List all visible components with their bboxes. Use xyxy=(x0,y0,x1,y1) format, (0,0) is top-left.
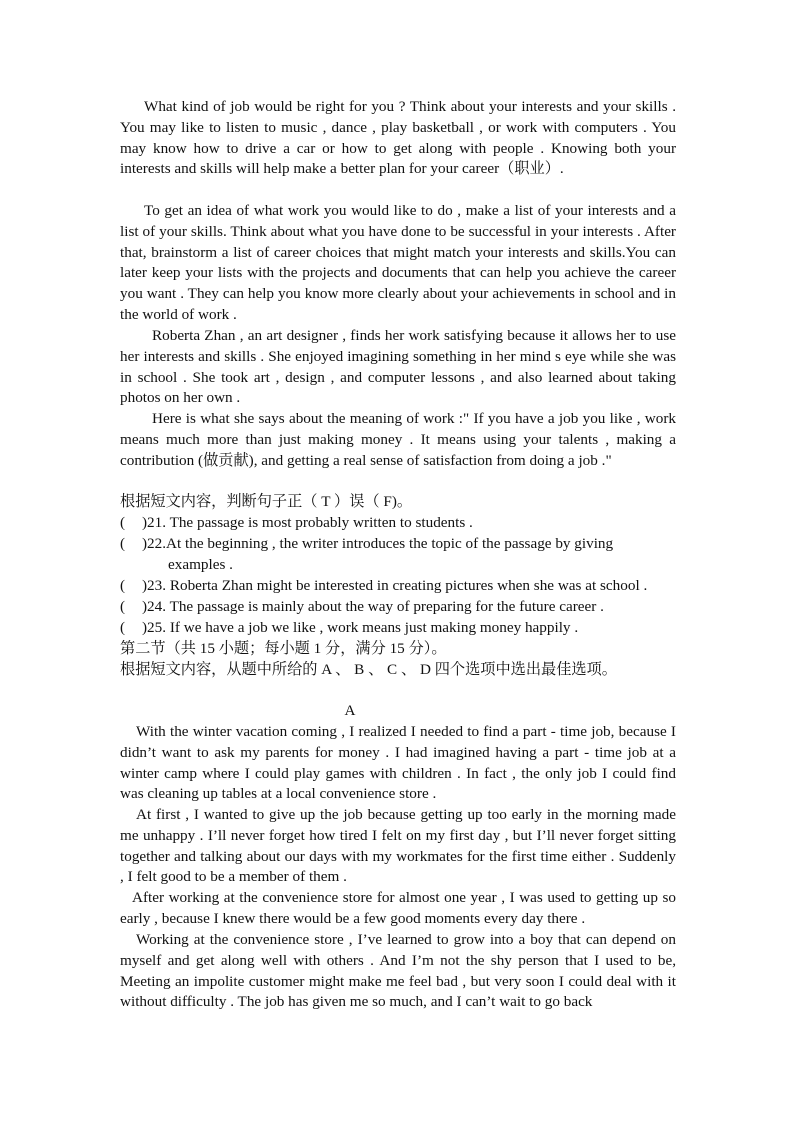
question-24 xyxy=(120,597,676,618)
passage-a-label: A xyxy=(344,702,356,719)
question-text: )22.At the beginning , the writer introduces the topic of the passage by giving xyxy=(142,535,614,552)
question-text: )21. The passage is most probably written to students . xyxy=(142,514,473,531)
question-text: )23. Roberta Zhan might be interested in creating pictures when she was at school . xyxy=(142,577,648,594)
answer-blank: ( xyxy=(120,514,126,531)
section-2-title: 第二节（共 15 小题；每小题 1 分，满分 15 分）。 xyxy=(120,640,447,657)
passage1-paragraph-1: What kind of job would be right for you ? Think about your interests and your skills . You may like to listen to music , dance , play basketball , or work with computers . You may know how to drive a car or how to get along with people . Knowing both your interests and skills will help make a better plan for your career（职业）. xyxy=(120,98,676,178)
question-25 xyxy=(120,618,676,639)
question-text: )25. If we have a job we like , work means just making money happily . xyxy=(142,619,579,636)
answer-blank: ( xyxy=(120,619,126,636)
answer-blank: ( xyxy=(120,577,126,594)
passage1-paragraph-3: Roberta Zhan , an art designer , finds her work satisfying because it allows her to use her interests and skills . She enjoyed imagining something in her mind s eye while she was in school . She took art , design , and computer lessons , and also learned about taking photos on her own . xyxy=(120,327,676,407)
passage1-paragraph-4: Here is what she says about the meaning of work :" If you have a job you like , work means much more than just making money . It means using your talents , making a contribution (做贡献), and getting a real sense of satisfaction from doing a job ." xyxy=(120,410,676,469)
true-false-instruction: 根据短文内容，判断句子正（ T ）误（ F)。 xyxy=(120,493,413,510)
answer-blank: ( xyxy=(120,535,126,552)
section-2-instruction: 根据短文内容，从题中所给的 A 、 B 、 C 、 D 四个选项中选出最佳选项。 xyxy=(120,661,617,678)
passage-a-paragraph-3: After working at the convenience store for almost one year , I was used to getting up so early , because I knew there would be a few good moments every day there . xyxy=(120,889,676,927)
question-23 xyxy=(120,576,676,597)
question-22 xyxy=(120,534,676,576)
passage-a-paragraph-1: With the winter vacation coming , I realized I needed to find a part - time job, because I didn’t want to ask my parents for money . I had imagined having a part - time job at a winter camp where I could play games with children . In fact , the only job I could find was cleaning up tables at a local convenience store . xyxy=(120,723,676,803)
question-text-continuation: examples . xyxy=(168,555,233,573)
question-text: )24. The passage is mainly about the way of preparing for the future career . xyxy=(142,598,604,615)
question-21 xyxy=(120,513,676,534)
passage-a-paragraph-4: Working at the convenience store , I’ve learned to grow into a boy that can depend on myself and get along well with others . And I’m not the shy person that I used to be, Meeting an impolite customer might make me feel bad , but very soon I could deal with it without difficulty . The job has given me so much, and I can’t wait to go back xyxy=(120,931,676,1011)
passage1-paragraph-2: To get an idea of what work you would like to do , make a list of your interests and a list of your skills. Think about what you have done to be successful in your interests . After that, brainstorm a list of career choices that might match your interests and skills.You can later keep your lists with the projects and documents that can help you achieve the career you want . They can help you know more clearly about your achievements in school and in the world of work . xyxy=(120,202,676,323)
passage-a-paragraph-2: At first , I wanted to give up the job because getting up too early in the morning made me unhappy . I’ll never forget how tired I felt on my first day , but I’ll never forget sitting together and talking about our days with my workmates for the first time either . Suddenly , I felt good to be a member of them . xyxy=(120,806,676,886)
answer-blank: ( xyxy=(120,598,126,615)
